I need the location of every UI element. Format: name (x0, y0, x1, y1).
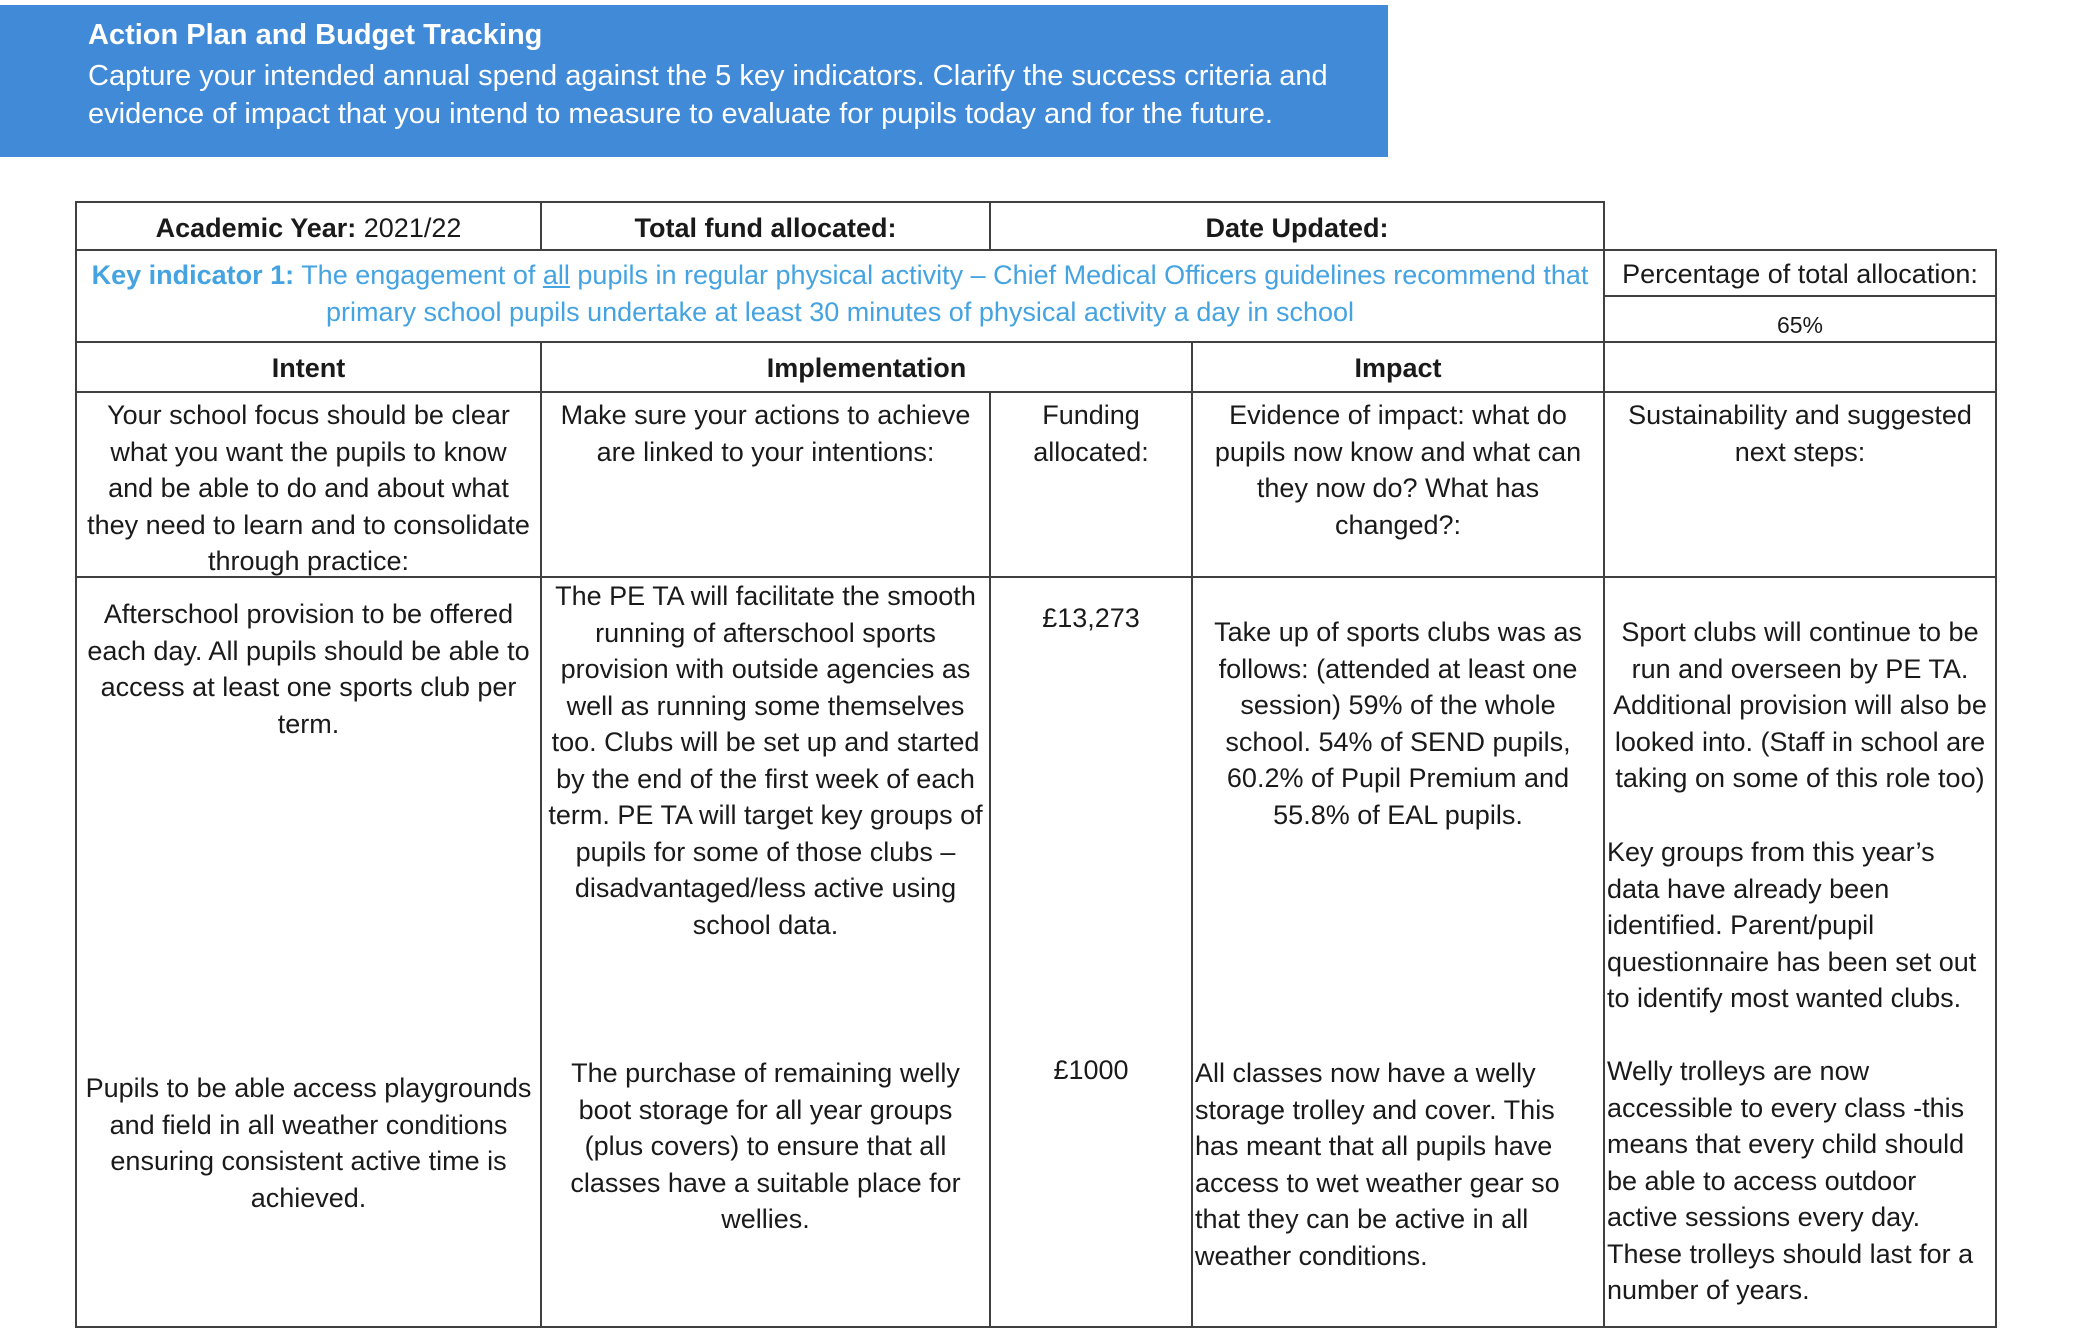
table-row-2-sustainability: Welly trolleys are now accessible to every class -this means that every child should be able to access outdoor active sessions every day. These trolleys should last for a number of years. (1607, 1056, 1974, 1305)
implementation-header (540, 341, 1193, 393)
header-banner (0, 5, 1388, 157)
table-row-2-intent: Pupils to be able access playgrounds and field in all weather conditions ensuring consistent active time is achieved. (85, 1073, 532, 1213)
key-indicator-text-before: The engagement of (301, 260, 536, 290)
key-indicator-label: Key indicator 1: (91, 260, 295, 290)
impact-guidance-text: Evidence of impact: what do pupils now know and what can they now do? What has changed?: (1214, 400, 1582, 540)
date-updated-label: Date Updated: (1205, 213, 1389, 243)
table-row-1-implementation: The PE TA will facilitate the smooth running of afterschool sports provision with outside agencies as well as running some themselves too. Clubs will be set up and started by the end of the first week of each term. PE TA will target key groups of pupils for some of those clubs – disadvantaged/less active using school data. (548, 581, 983, 940)
key-indicator-underlined: all (542, 260, 570, 290)
percentage-label-cell (1603, 249, 1997, 297)
table-row-1-sustainability: Sport clubs will continue to be run and overseen by PE TA. Additional provision will also be looked into. (Staff in school are taking on some of this role too) (1613, 617, 1987, 793)
academic-year-label: Academic Year: (155, 213, 357, 243)
key-indicator-text-after: pupils in regular physical activity – Chief Medical Officers guidelines recommend that primary school pupils undertake at least 30 minutes of physical activity a day in school (325, 260, 1589, 327)
funding-content-cell (989, 576, 1193, 1328)
percentage-value-cell (1603, 295, 1997, 343)
funding-guidance (989, 391, 1193, 578)
intent-header-label: Intent (271, 353, 346, 383)
implementation-guidance (540, 391, 991, 578)
intent-guidance-text: Your school focus should be clear what you want the pupils to know and be able to do and about what they need to learn and to consolidate through practice: (87, 400, 530, 576)
table-row-1-impact: Take up of sports clubs was as follows: (attended at least one session) 59% of the whole school. 54% of SEND pupils, 60.2% of Pupil Premium and 55.8% of EAL pupils. (1214, 617, 1582, 830)
percentage-value: 65% (1776, 312, 1824, 338)
impact-header-label: Impact (1354, 353, 1442, 383)
table-row-1-funding: £13,273 (1042, 603, 1140, 633)
implementation-guidance-text: Make sure your actions to achieve are linked to your intentions: (560, 400, 971, 467)
banner-title: Action Plan and Budget Tracking (88, 19, 543, 51)
key-indicator-cell (75, 249, 1605, 343)
date-updated-cell (989, 201, 1605, 251)
table-row-1-intent: Afterschool provision to be offered each day. All pupils should be able to access at least one sports club per term. (87, 599, 530, 739)
table-row-2-funding: £1000 (1053, 1055, 1129, 1085)
intent-header (75, 341, 542, 393)
total-fund-cell (540, 201, 991, 251)
percentage-label: Percentage of total allocation: (1622, 259, 1978, 289)
sustainability-guidance-text: Sustainability and suggested next steps: (1628, 400, 1972, 467)
implementation-header-label: Implementation (766, 353, 967, 383)
funding-guidance-text: Funding allocated: (1033, 400, 1149, 467)
table-row-2-impact: All classes now have a welly storage trolley and cover. This has meant that all pupils have access to wet weather gear so that they can be active in all weather conditions. (1195, 1058, 1560, 1271)
table-row-2-implementation: The purchase of remaining welly boot storage for all year groups (plus covers) to ensure that all classes have a suitable place for wellies. (570, 1058, 961, 1234)
table-row-1-sustainability-followup: Key groups from this year’s data have already been identified. Parent/pupil questionnaire has been set out to identify most wanted clubs. (1607, 837, 1977, 1013)
total-fund-label: Total fund allocated: (634, 213, 897, 243)
academic-year-value: 2021/22 (363, 213, 462, 243)
impact-guidance (1191, 391, 1605, 578)
intent-guidance (75, 391, 542, 578)
sustainability-guidance (1603, 391, 1997, 578)
academic-year-cell (75, 201, 542, 251)
impact-header (1191, 341, 1605, 393)
sustainability-header (1603, 341, 1997, 393)
banner-description: Capture your intended annual spend against the 5 key indicators. Clarify the success criteria and evidence of impact that you intend to measure to evaluate for pupils today and for the future. (88, 60, 1328, 130)
